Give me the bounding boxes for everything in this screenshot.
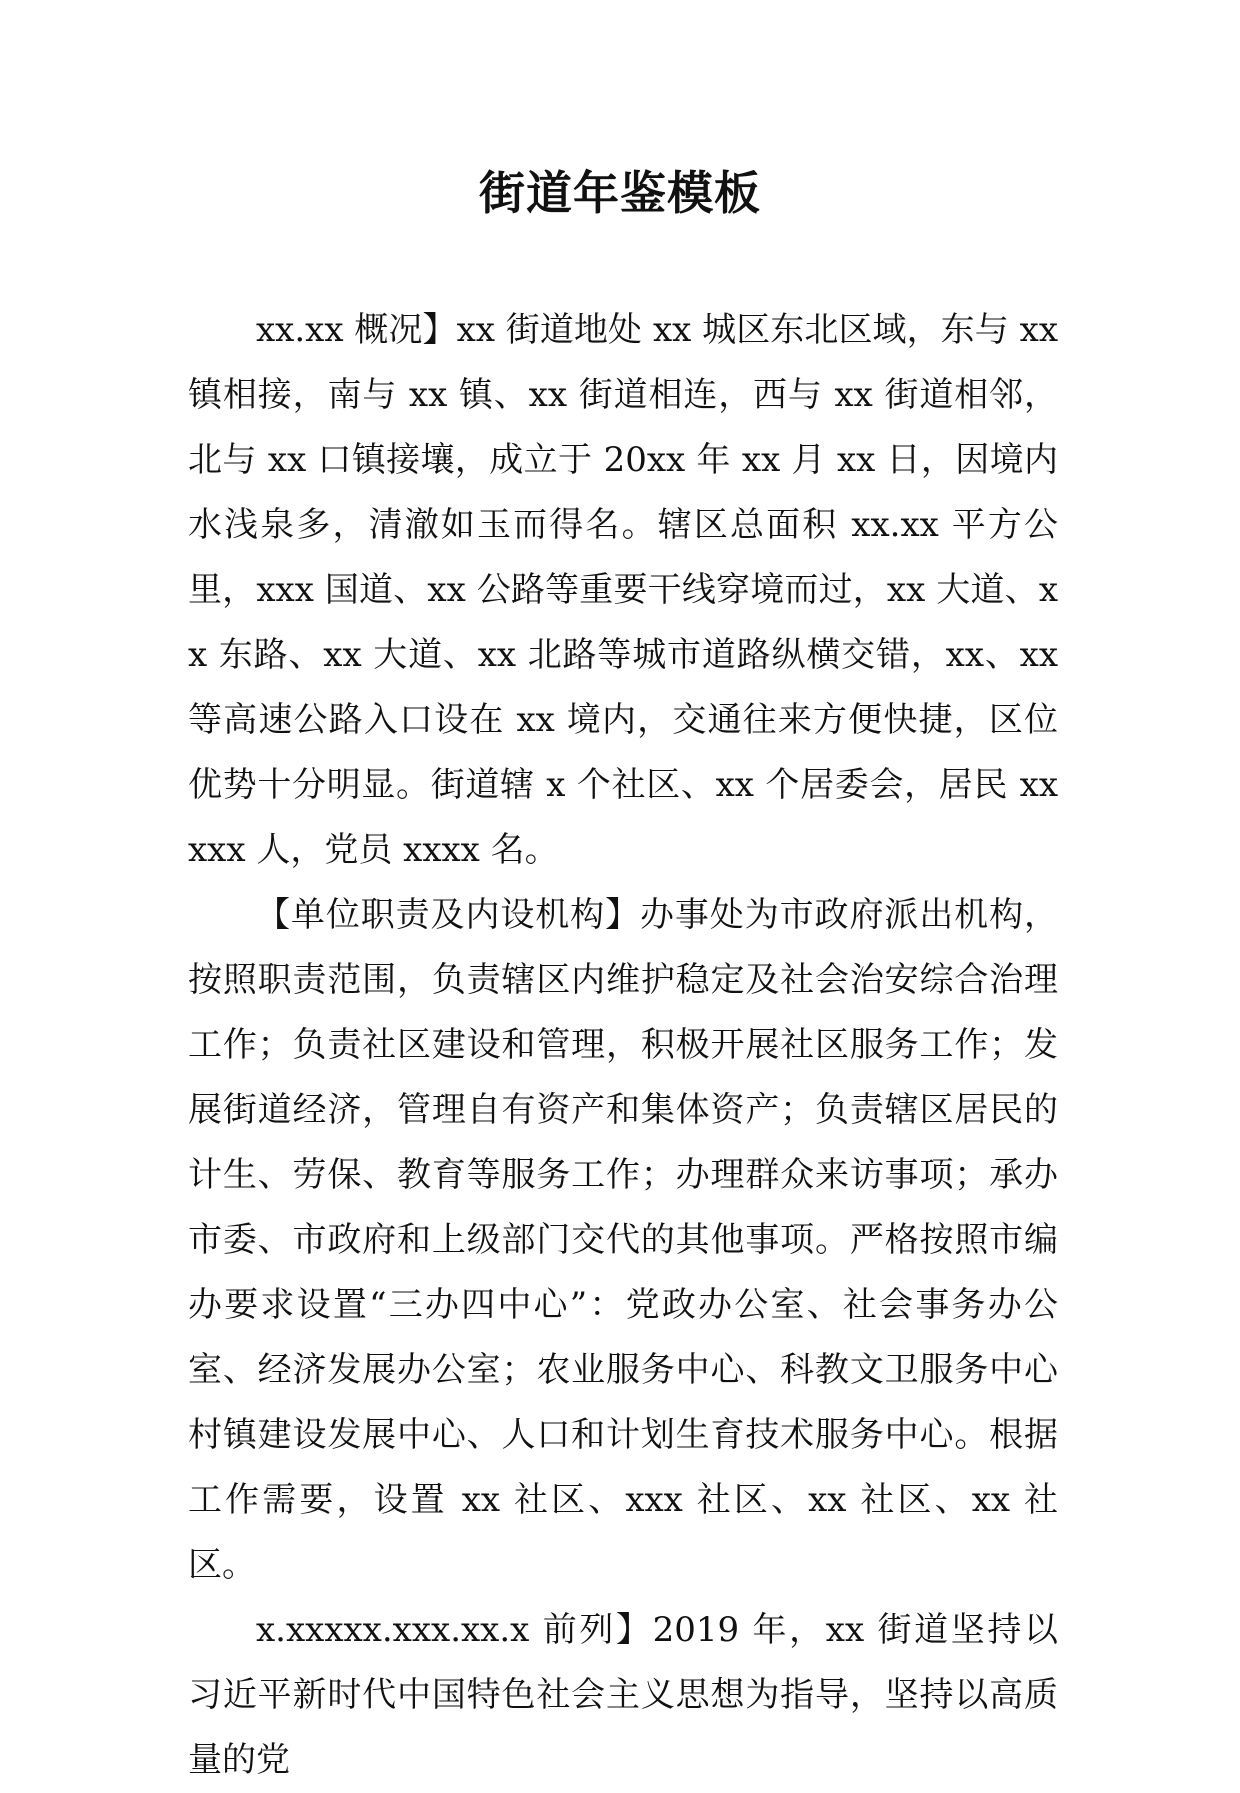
paragraph-duties: 【单位职责及内设机构】办事处为市政府派出机构，按照职责范围，负责辖区内维护稳定及社会治安综合治理工作；负责社区建设和管理，积极开展社区服务工作；发展街道经济，管理自有资产和集体资产；负责辖区居民的计生、劳保、教育等服务工作；办理群众来访事项；承办市委、市政府和上级部门交代的其他事项。严格按照市编办要求设置“三办四中心”：党政办公室、社会事务办公室、经济发展办公室；农业服务中心、科教文卫服务中心村镇建设发展中心、人口和计划生育技术服务中心。根据工作需要，设置 xx 社区、xxx 社区、xx 社区、xx 社区。 <box>188 895 1058 1585</box>
document-title: 街道年鉴模板 <box>479 166 761 220</box>
paragraph-overview: xx.xx 概况】xx 街道地处 xx 城区东北区域，东与 xx 镇相接，南与 xx 镇、xx 街道相连，西与 xx 街道相邻，北与 xx 口镇接壤，成立于 20xx 年 xx 月 xx 日，因境内水浅泉多，清澈如玉而得名。辖区总面积 xx.xx 平方公里，xxx 国道、xx 公路等重要干线穿境而过，xx 大道、xx 东路、xx 大道、xx 北路等城市道路纵横交错，xx、xx 等高速公路入口设在 xx 境内，交通往来方便快捷，区位优势十分明显。街道辖 x 个社区、xx 个居委会，居民 xxxxx 人，党员 xxxx 名。 <box>188 310 1058 870</box>
paragraph-ranking: x.xxxxx.xxx.xx.x 前列】2019 年，xx 街道坚持以习近平新时代中国特色社会主义思想为指导，坚持以高质量的党 <box>188 1610 1058 1780</box>
document-body <box>188 298 1058 1793</box>
